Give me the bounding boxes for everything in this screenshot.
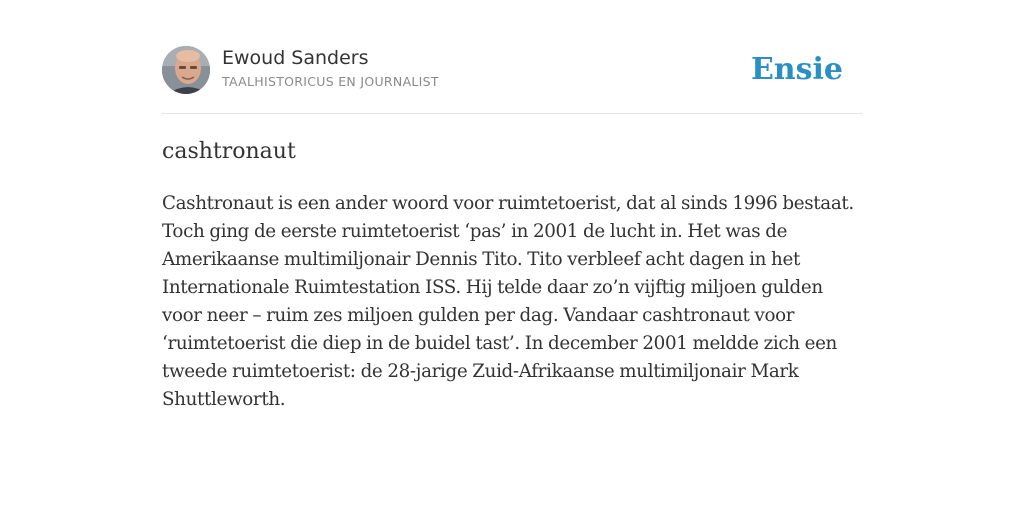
author-role: TAALHISTORICUS EN JOURNALIST xyxy=(222,74,439,89)
ensie-logo[interactable]: Ensie xyxy=(750,52,843,87)
avatar-image xyxy=(162,46,210,94)
entry-body: Cashtronaut is een ander woord voor ruimtetoerist, dat al sinds 1996 bestaat. Toch ging de eerste ruimtetoerist ‘pas’ in 2001 de lucht in. Het was de Amerikaanse multimiljonair Dennis Tito. Tito verbleef acht dagen in het Internationale Ruimtestation ISS. Hij telde daar zo’n vijftig miljoen gulden voor neer – ruim zes miljoen gulden per dag. Vandaar cashtronaut voor ‘ruimtetoerist die diep in de buidel tast’. In december 2001 meldde zich een tweede ruimtetoerist: de 28-jarige Zuid-Afrikaanse multimiljonair Mark Shuttleworth. xyxy=(162,193,854,410)
author-header xyxy=(162,46,862,96)
header-divider xyxy=(162,113,862,114)
author-name[interactable]: Ewoud Sanders xyxy=(222,47,369,69)
author-avatar[interactable] xyxy=(162,46,210,94)
entry-title: cashtronaut xyxy=(162,139,296,164)
entry-card xyxy=(162,0,862,512)
